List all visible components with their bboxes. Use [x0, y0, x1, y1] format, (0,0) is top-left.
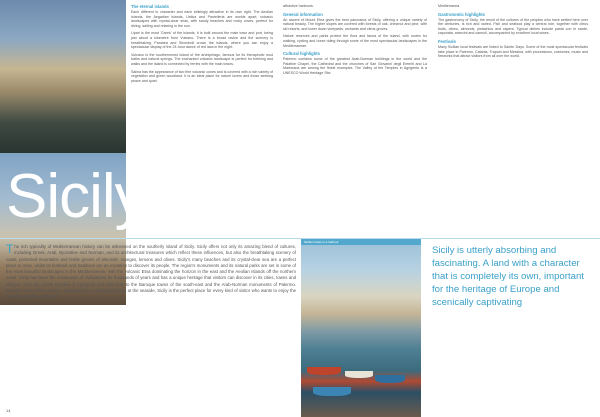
drop-cap: T — [6, 242, 14, 256]
col1-para-4: Salina has the appearance of two fine volcanic cones and is covered with a rich variety of vegetation and green woodland. It is an ideal place for nature lovers and those seeking peace and quiet. — [131, 69, 273, 83]
page-number: 14 — [6, 408, 11, 413]
divider-line — [0, 238, 600, 239]
text-column-1 — [131, 4, 273, 86]
col1-heading-1: The eternal islands — [131, 4, 169, 9]
col2-para-1: An ascent of Mount Etna gives the best panorama of Sicily, offering a unique variety of natural beauty. The higher slopes are covered with forests of oak, chestnut and pine, with ski resorts, and lower down vineyards, orchards and citrus groves. — [283, 17, 427, 31]
col3-para-0: Mediterranea. — [438, 4, 461, 8]
title-and-the: and the — [144, 193, 232, 223]
photo-sicilian-town — [0, 0, 126, 153]
col1-para-3: Vulcano is the southernmost island of the archipelago, famous for its therapeutic mud baths and natural springs. The enchanted volcanic landscape is perfect for trekking and walks and the island is connected by ferries with the main towns. — [131, 52, 273, 66]
intro-paragraph — [6, 244, 296, 301]
col2-para-0: attractive harbours. — [283, 4, 314, 8]
col1-para-1: Each different in character and each strikingly attractive in its own right. The Aeolian Islands, the Aegadian islands, Ustica and Pantelleria are worlds apart, volcanic landscapes with crystal-clear seas, with sandy beaches and rocky coves, perfect for diving, sailing and relaxing in the sun. — [131, 10, 273, 28]
page-title — [6, 162, 232, 236]
photo-harbour-boats — [301, 239, 421, 417]
col2-para-2: Nature reserves and parks protect the flora and fauna of the island, with routes for walking, cycling and horse riding through some of the most spectacular landscapes in the Mediterranean. — [283, 34, 427, 48]
col3-heading-festivals: Festivals — [438, 38, 456, 44]
col3-para-1: The gastronomy of Sicily, the result of the cultures of the peoples who have settled here over the centuries, is rich and varied. Fish and seafood play a central role, together with citrus fruits, olives, almonds, pistachios and capers. Typical dishes include pasta con le sarde, caponata, arancini and cannoli, accompanied by excellent local wines. — [438, 17, 588, 36]
text-column-2 — [283, 4, 427, 79]
boat-blue — [375, 375, 405, 383]
intro-text: he rich typicality of Mediterranean history can be witnessed on the southerly island of Sicily. Sicily offers not only its amazing blend of cultures, including Greek, Arab, Byzantine and Norman, and its architectural treasures which reflect these influences, but also the breathtaking scenery of coast, protected mountains and fertile groves of almonds, oranges, lemons and olives. Sicily's many beaches and its crystal-clear sea are a perfect place to relax, whilst its festivals and traditions are an invitation to discover its people. The region's monuments and its natural parks are set in some of the most beautiful landscapes in the Mediterranean, with the volcanic Etna dominating the horizon in the east and the Aeolian Islands off the northern coast. Sicily has been the crossroads of civilisations for thousands of years and has a unique heritage that visitors can discover in its cities, towns and villages, from the Greek temples of Agrigento and Selinunte to the Baroque towns of the south-east and the Arab-Norman monuments of Palermo. Whether it be culture, nature, gastronomy or a relaxing holiday at the seaside, Sicily is the perfect place for every kind of visitor who wants to enjoy the island at any time of the year. — [6, 244, 296, 300]
text-column-3 — [438, 4, 588, 62]
boat-blue-2 — [313, 387, 351, 396]
col2-heading-cultural: Cultural highlights — [283, 51, 320, 57]
col3-heading-gastronomic: Gastronomic highlights — [438, 11, 485, 17]
title-sicily: Sicily — [6, 162, 145, 231]
boat-red — [307, 367, 341, 375]
col1-para-2: Lipari is the most 'Greek' of the islands, it is built around the main town and port, being just about a kilometre from Vulcano. There is a broad ravine and the scenery is breathtaking. Panarea and Stromboli crown the islands, where you can enjoy a spectacular display of the 24-hour dance of red lava in the night. — [131, 31, 273, 50]
col2-para-3: Palermo contains some of the greatest Arab-Norman buildings in the world and the Palatine Chapel, the Cathedral and the churches of San Giovanni degli Eremiti and La Martorana are among the finest examples. The Valley of the Temples in Agrigento is a UNESCO World Heritage Site. — [283, 57, 427, 75]
harbour-caption: Sicilian boats in a harbour — [301, 239, 421, 245]
col2-heading-general: General information — [283, 11, 323, 17]
boat-white — [345, 371, 373, 378]
col3-para-2: Many Sicilian local festivals are linked to Saints' Days. Some of the most spectacular festivals take place in Palermo, Catania, Trapani and Messina, with processions, costumes, music and fireworks that attract visitors from all over the world. — [438, 44, 588, 59]
pull-quote: Sicily is utterly absorbing and fascinating. A land with a character that is completely its own, important for the heritage of Europe and scenically captivating — [432, 245, 584, 308]
